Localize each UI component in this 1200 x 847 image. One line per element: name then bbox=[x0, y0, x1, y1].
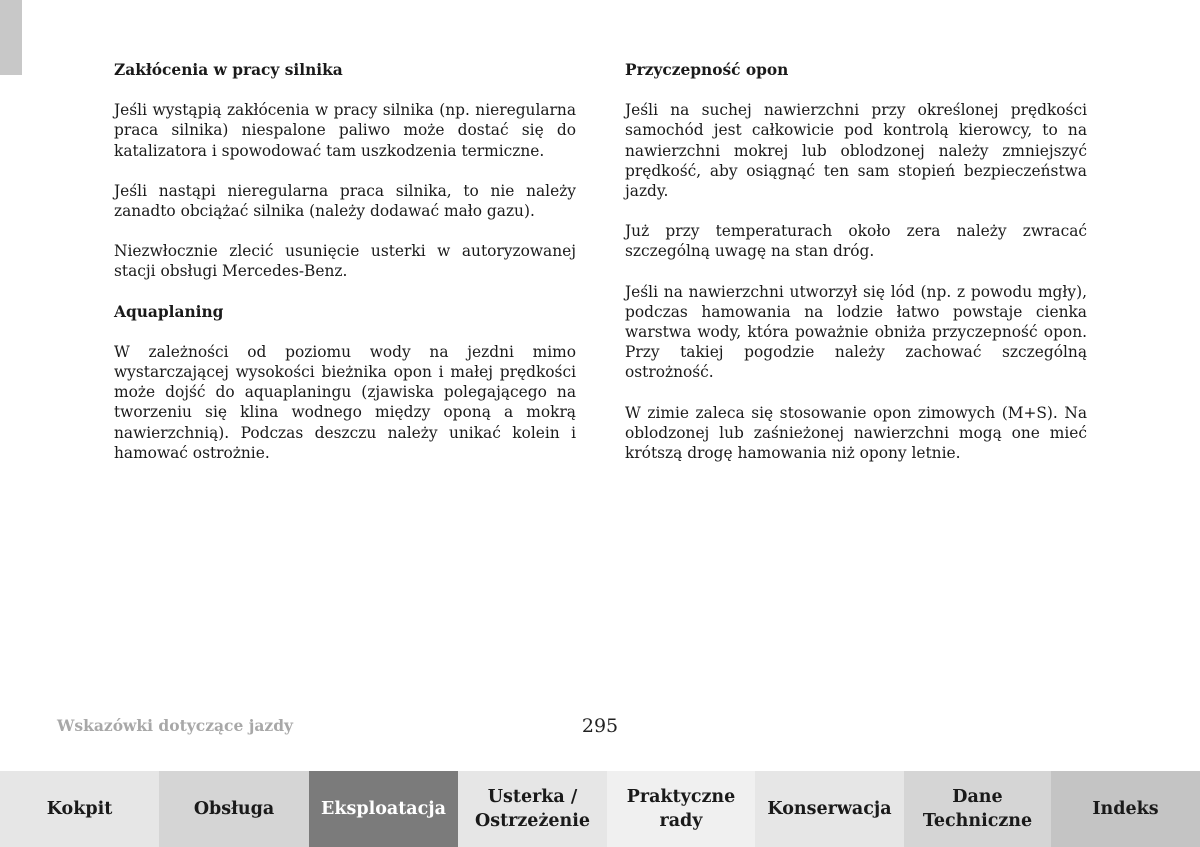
aquaplaning-heading: Aquaplaning bbox=[114, 302, 224, 321]
tab-konserwacja[interactable]: Konserwacja bbox=[755, 771, 904, 847]
tab-praktyczne-rady[interactable]: Praktyczne rady bbox=[607, 771, 755, 847]
service-station-paragraph: Niezwłocznie zlecić usunięcie usterki w autoryzowanej stacji obsługi Mercedes-Benz. bbox=[114, 242, 576, 281]
tab-indeks[interactable]: Indeks bbox=[1051, 771, 1200, 847]
tab-obsluga[interactable]: Obsługa bbox=[159, 771, 309, 847]
tab-eksploatacja[interactable]: Eksploatacja bbox=[309, 771, 458, 847]
tab-usterka-ostrzezenie[interactable]: Usterka / Ostrzeżenie bbox=[458, 771, 607, 847]
zero-temperature-paragraph: Już przy temperaturach około zera należy zwracać szczególną uwagę na stan dróg. bbox=[625, 222, 1087, 261]
engine-malfunction-paragraph: Jeśli wystąpią zakłócenia w pracy silnika (np. nieregularna praca silnika) niespalone paliwo może dostać się do katalizatora i spowodować tam uszkodzenia termiczne. bbox=[114, 101, 576, 160]
left-column bbox=[114, 60, 576, 483]
section-label: Wskazówki dotyczące jazdy bbox=[57, 716, 294, 735]
wet-surface-paragraph: Jeśli na suchej nawierzchni przy określonej prędkości samochód jest całkowicie pod kontrolą kierowcy, to na nawierzchni mokrej lub oblodzonej należy zmniejszyć prędkość, aby osiągnąć ten sam stopień bezpieczeństwa jazdy. bbox=[625, 101, 1087, 201]
ice-paragraph: Jeśli na nawierzchni utworzył się lód (np. z powodu mgły), podczas hamowania na lodzie łatwo powstaje cienka warstwa wody, która poważnie obniża przyczepność opon. Przy takiej pogodzie należy zachować szczególną ostrożność. bbox=[625, 282, 1087, 382]
page-edge-tab bbox=[0, 0, 22, 75]
tire-grip-heading: Przyczepność opon bbox=[625, 61, 789, 79]
right-column bbox=[625, 60, 1087, 483]
tab-dane-techniczne[interactable]: Dane Techniczne bbox=[904, 771, 1051, 847]
tab-kokpit[interactable]: Kokpit bbox=[0, 771, 159, 847]
winter-tires-paragraph: W zimie zaleca się stosowanie opon zimowych (M+S). Na oblodzonej lub zaśnieżonej nawierzchni mogą one mieć krótszą drogę hamowania niż opony letnie. bbox=[625, 403, 1087, 463]
chapter-navigation bbox=[0, 771, 1200, 847]
irregular-engine-paragraph: Jeśli nastąpi nieregularna praca silnika, to nie należy zanadto obciążać silnika (należy dodawać mało gazu). bbox=[114, 181, 576, 221]
page-number: 295 bbox=[581, 715, 619, 737]
engine-malfunction-heading: Zakłócenia w pracy silnika bbox=[114, 61, 343, 79]
aquaplaning-paragraph: W zależności od poziomu wody na jezdni mimo wystarczającej wysokości bieżnika opon i małej prędkości może dojść do aquaplaningu (zjawiska polegającego na tworzeniu się klina wodnego między oponą a mokrą nawierzchnią). Podczas deszczu należy unikać kolein i hamować ostrożnie. bbox=[114, 342, 576, 462]
